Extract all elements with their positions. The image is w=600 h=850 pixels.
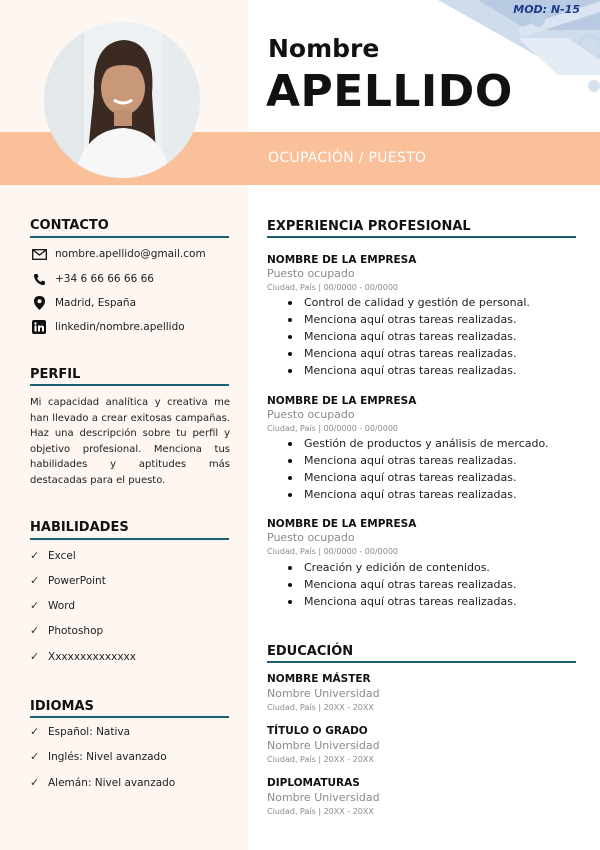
skills-section-divider [30,538,229,540]
skills-section-title: HABILIDADES [30,520,129,535]
job-meta: Ciudad, País | 00/0000 - 00/0000 [267,547,399,556]
job-company: NOMBRE DE LA EMPRESA [267,518,417,530]
job-task [288,471,517,484]
contact-email-row [30,245,206,263]
skill-label: Photoshop [48,624,104,637]
bullet-icon [288,335,292,339]
first-name: Nombre [268,34,380,63]
job-role: Puesto ocupado [267,531,355,544]
task-text: Menciona aquí otras tareas realizadas. [304,488,517,501]
contact-section-title: CONTACTO [30,218,109,233]
job-task [288,595,517,608]
skill-item [30,574,106,587]
job-task [288,454,517,467]
bullet-icon [288,583,292,587]
contact-linkedin[interactable]: linkedin/nombre.apellido [55,321,185,333]
language-item [30,725,130,738]
task-text: Menciona aquí otras tareas realizadas. [304,595,517,608]
contact-phone-row [30,270,154,288]
linkedin-icon [30,319,48,335]
bullet-icon [288,352,292,356]
job-task [288,578,517,591]
last-name: APELLIDO [266,66,513,117]
checkmark-icon: ✓ [30,725,40,738]
education-school: Nombre Universidad [267,687,380,700]
education-section-title: EDUCACIÓN [267,644,354,659]
task-text: Menciona aquí otras tareas realizadas. [304,471,517,484]
job-task [288,364,517,377]
phone-icon [30,271,48,287]
job-task [288,561,490,574]
language-item [30,776,175,789]
contact-email[interactable]: nombre.apellido@gmail.com [55,248,206,260]
contact-location: Madrid, España [55,297,137,309]
skill-label: Word [48,599,75,612]
profile-photo [44,22,200,178]
job-task [288,296,530,309]
profile-text: Mi capacidad analítica y creativa me han llevado a crear exitosas campañas. Haz una descripción sobre tu perfil y objetivo profesional. Menciona tus habilidades y aptitudes más destacadas para el puesto. [30,397,230,486]
skill-label: Xxxxxxxxxxxxxx [48,650,136,663]
experience-section-divider [267,236,576,238]
education-meta: Ciudad, País | 20XX - 20XX [267,807,374,816]
bullet-icon [288,459,292,463]
skill-item [30,650,136,663]
contact-location-row [30,294,136,312]
education-section-divider [267,661,576,663]
task-text: Menciona aquí otras tareas realizadas. [304,347,517,360]
job-task [288,330,517,343]
person-portrait-icon [44,22,200,178]
task-text: Control de calidad y gestión de personal. [304,296,530,309]
skill-item [30,599,75,612]
bullet-icon [288,493,292,497]
languages-section-divider [30,716,229,718]
skill-label: Excel [48,549,76,562]
checkmark-icon: ✓ [30,549,40,562]
bullet-icon [288,476,292,480]
occupation-title: OCUPACIÓN / PUESTO [268,150,427,166]
checkmark-icon: ✓ [30,650,40,663]
task-text: Menciona aquí otras tareas realizadas. [304,330,517,343]
contact-section-divider [30,236,229,238]
skill-label: PowerPoint [48,574,106,587]
education-degree: NOMBRE MÁSTER [267,673,371,685]
contact-linkedin-row [30,318,185,336]
job-company: NOMBRE DE LA EMPRESA [267,395,417,407]
language-item [30,750,167,763]
job-task [288,488,517,501]
task-text: Menciona aquí otras tareas realizadas. [304,364,517,377]
task-text: Creación y edición de contenidos. [304,561,490,574]
language-label: Alemán: Nivel avanzado [48,776,176,789]
language-label: Español: Nativa [48,725,131,738]
languages-section-title: IDIOMAS [30,699,94,714]
skill-item [30,624,103,637]
contact-phone[interactable]: +34 6 66 66 66 66 [55,273,154,285]
education-school: Nombre Universidad [267,791,380,804]
bullet-icon [288,442,292,446]
checkmark-icon: ✓ [30,624,40,637]
education-degree: DIPLOMATURAS [267,777,360,789]
experience-section-title: EXPERIENCIA PROFESIONAL [267,219,471,234]
profile-section-title: PERFIL [30,367,81,382]
job-role: Puesto ocupado [267,408,355,421]
job-company: NOMBRE DE LA EMPRESA [267,254,417,266]
bullet-icon [288,600,292,604]
checkmark-icon: ✓ [30,776,40,789]
job-meta: Ciudad, País | 00/0000 - 00/0000 [267,283,399,292]
job-task [288,437,549,450]
task-text: Gestión de productos y análisis de mercado. [304,437,549,450]
job-role: Puesto ocupado [267,267,355,280]
envelope-icon [30,246,48,262]
education-meta: Ciudad, País | 20XX - 20XX [267,703,374,712]
skill-item [30,549,76,562]
task-text: Menciona aquí otras tareas realizadas. [304,454,517,467]
bullet-icon [288,318,292,322]
profile-section-divider [30,384,229,386]
education-school: Nombre Universidad [267,739,380,752]
checkmark-icon: ✓ [30,599,40,612]
job-task [288,347,517,360]
bullet-icon [288,566,292,570]
checkmark-icon: ✓ [30,574,40,587]
model-label: MOD: N-15 [513,3,580,16]
job-task [288,313,517,326]
task-text: Menciona aquí otras tareas realizadas. [304,313,517,326]
education-meta: Ciudad, País | 20XX - 20XX [267,755,374,764]
bullet-icon [288,369,292,373]
location-pin-icon [30,295,48,311]
checkmark-icon: ✓ [30,750,40,763]
job-meta: Ciudad, País | 00/0000 - 00/0000 [267,424,399,433]
task-text: Menciona aquí otras tareas realizadas. [304,578,517,591]
language-label: Inglés: Nivel avanzado [48,750,167,763]
bullet-icon [288,301,292,305]
education-degree: TÍTULO O GRADO [267,725,368,737]
